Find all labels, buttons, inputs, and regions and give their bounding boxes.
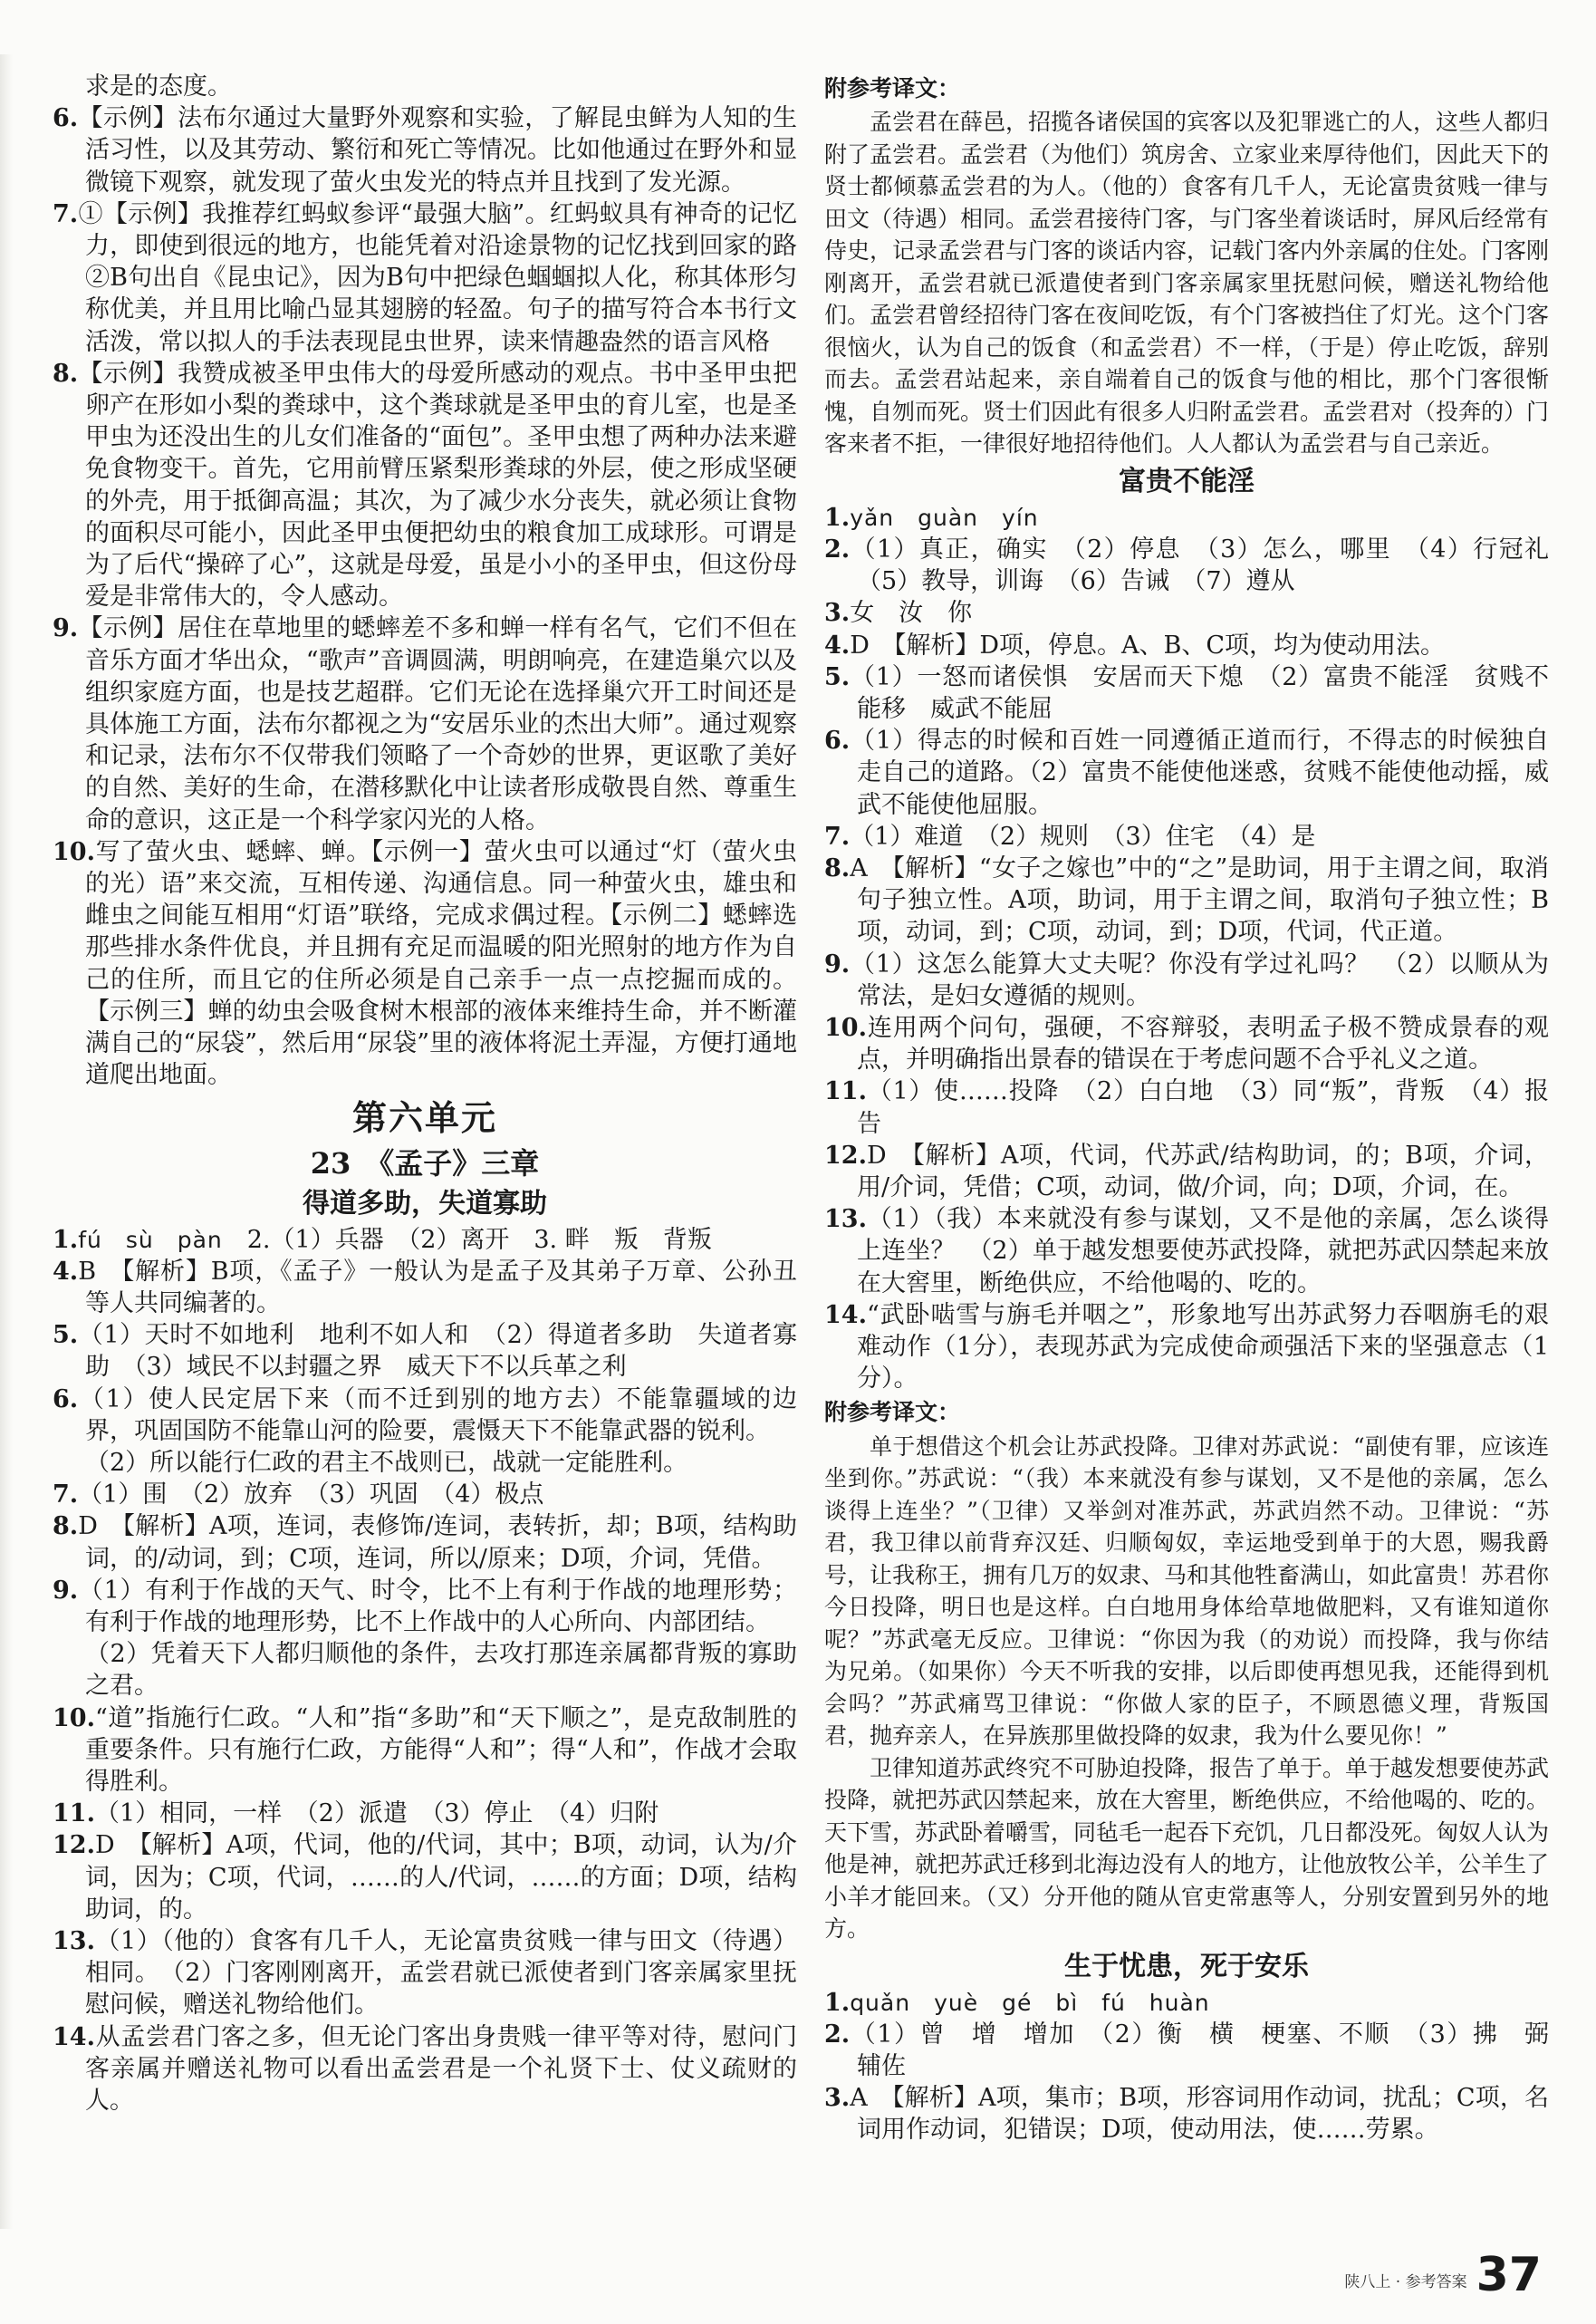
answer-item: [53, 102, 797, 198]
answer-item: [53, 612, 797, 835]
answer-text: （1）真正，确实 （2）停息 （3）怎么，哪里 （4）行冠礼 （5）教导，训诲 （6）告诫 （7）遵从: [850, 535, 1573, 596]
question-number: 1.: [53, 1225, 79, 1254]
answer-item: [824, 1012, 1549, 1075]
question-number: 6.: [824, 727, 851, 756]
answer-item: [53, 1702, 797, 1798]
answer-text: （1）天时不如地利 地利不如人和 （2）得道者多助 失道者寡助 （3）域民不以封疆之界 威天下不以兵革之利: [78, 1321, 797, 1382]
answer-item: [824, 630, 1549, 661]
pinyin-answer: yǎn guàn yín: [850, 504, 1039, 531]
question-number: 1.: [824, 1988, 851, 2017]
answer-text: 2.（1）兵器 （2）离开 3. 畔 叛 背叛: [222, 1225, 712, 1254]
page-number: 37: [1476, 2248, 1542, 2302]
answer-item: [53, 1638, 797, 1702]
question-number: 11.: [53, 1799, 95, 1828]
answer-text: 连用两个问句，强硬，不容辩驳，表明孟子极不赞成景春的观点，并明确指出景春的错误在于考虑问题不合乎礼义之道。: [857, 1013, 1549, 1075]
answer-text: （2）凭着天下人都归顺他的条件，去攻打那连亲属都背叛的寡助之君。: [85, 1640, 797, 1701]
section-heading: 富贵不能淫: [1119, 465, 1255, 497]
question-number: 13.: [824, 1205, 867, 1234]
answer-item: [53, 1224, 797, 1256]
answer-text: （2）所以能行仁政的君主不战则已，战就一定能胜利。: [85, 1448, 688, 1477]
page-footer: [1344, 2248, 1542, 2302]
answer-item: [53, 1510, 797, 1574]
answer-text: ①【示例】我推荐红蚂蚁参评“最强大脑”。红蚂蚁具有神奇的记忆力，即使到很远的地方，也能凭着对沿途景物的记忆找到回家的路 ②B句出自《昆虫记》，因为B句中把绿色蝈蝈拟人化，称其体形匀称优美，并且用比喻凸显其翅膀的轻盈。句子的描写符合本书行文活泼，常以拟人的手法表现昆虫世界，读来情趣盎然的语言风格: [78, 199, 797, 356]
answer-text: （1）曾 增 增加 （2）衡 横 梗塞、不顺 （3）拂 弼 辅佐: [850, 2020, 1573, 2080]
answer-item: [824, 1140, 1549, 1203]
answer-item: [824, 597, 1549, 629]
question-number: 1.: [824, 503, 851, 532]
answer-item: [53, 1447, 797, 1479]
answer-text: D 【解析】A项，连词，表修饰/连词，表转折，却；B项，结构助词，的/动词，到；C项，连词，所以/原来；D项，介词，凭借。: [78, 1512, 797, 1573]
question-number: 14.: [824, 1300, 867, 1329]
answer-text: 【示例】居住在草地里的蟋蟀差不多和蝉一样有名气，它们不但在音乐方面才华出众，“歌声”音调圆满，明朗响亮，在建造巢穴以及组织家庭方面，也是技艺超群。它们无论在选择巢穴开工时间还是具体施工方面，法布尔都视之为“安居乐业的杰出大师”。通过观察和记录，法布尔不仅带我们领略了一个奇妙的世界，更讴歌了美好的自然、美好的生命，在潜移默化中让读者形成敬畏自然、尊重生命的意识，这正是一个科学家闪光的人格。: [78, 614, 797, 834]
answer-item: [824, 1075, 1549, 1139]
answer-text: D 【解析】D项，停息。A、B、C项，均为使动用法。: [850, 631, 1445, 660]
pinyin-answer: fú sù pàn: [78, 1226, 223, 1253]
answer-item: [53, 2021, 797, 2117]
question-number: 6.: [53, 104, 79, 133]
answer-item: [53, 1319, 797, 1383]
answer-item: [824, 821, 1549, 853]
answer-text: 写了萤火虫、蟋蟀、蝉。【示例一】萤火虫可以通过“灯（萤火虫的光）语”来交流，互相传递、沟通信息。同一种萤火虫，雄虫和雌虫之间能互相用“灯语”联络，完成求偶过程。【示例二】蟋蟀选那些排水条件优良，并且拥有充足而温暖的阳光照射的地方作为自己的住所，而且它的住所必须是自己亲手一点一点挖掘而成的。【示例三】蝉的幼虫会吸食树木根部的液体来维持生命，并不断灌满自己的“尿袋”，然后用“尿袋”里的液体将泥土弄湿，方便打通地道爬出地面。: [85, 837, 797, 1090]
question-number: 8.: [824, 853, 851, 882]
section-heading: 生于忧患，死于安乐: [1064, 1950, 1309, 1982]
answer-item: [53, 1575, 797, 1638]
answer-item: [53, 1479, 797, 1510]
question-number: 12.: [53, 1831, 95, 1860]
question-number: 9.: [824, 950, 851, 979]
question-number: 13.: [53, 1926, 95, 1955]
answer-item: [824, 1299, 1549, 1395]
question-number: 14.: [53, 2022, 95, 2051]
answer-item: [824, 725, 1549, 821]
answer-item: [53, 1798, 797, 1829]
question-number: 9.: [53, 1576, 79, 1605]
answer-text: A 【解析】“女子之嫁也”中的“之”是助词，用于主谓之间，取消句子独立性。A项，助词，用于主谓之间，取消句子独立性；B项，动词，到；C项，动词，到；D项，代词，代正道。: [850, 853, 1549, 947]
question-number: 5.: [824, 662, 851, 691]
answer-text: （1）一怒而诸侯惧 安居而天下熄 （2）富贵不能淫 贫贱不能移 威武不能屈: [850, 662, 1549, 723]
answer-text: （1）得志的时候和百姓一同遵循正道而行，不得志的时候独自走自己的道路。（2）富贵不能使他迷惑，贫贱不能使他动摇，威武不能使他屈服。: [850, 727, 1549, 819]
translation-label: 附参考译文：: [824, 75, 961, 101]
answer-text: （1）有利于作战的天气、时令，比不上有利于作战的地理形势；有利于作战的地理形势，比不上作战中的人心所向、内部团结。: [78, 1576, 797, 1636]
translation-paragraph: 孟尝君在薛邑，招揽各诸侯国的宾客以及犯罪逃亡的人，这些人都归附了孟尝君。孟尝君（为他们）筑房舍、立家业来厚待他们，因此天下的贤士都倾慕孟尝君的为人。（他的）食客有几千人，无论富贵贫贱一律与田文（待遇）相同。孟尝君接待门客，与门客坐着谈话时，屏风后经常有侍史，记录孟尝君与门客的谈话内容，记载门客内外亲属的住处。门客刚刚离开，孟尝君就已派遣使者到门客亲属家里抚慰问候，赠送礼物给他们。孟尝君曾经招待门客在夜间吃饭，有个门客被挡住了灯光。这个门客很恼火，认为自己的饭食（和孟尝君）不一样，（于是）停止吃饭，辞别而去。孟尝君站起来，亲自端着自己的饭食与他的相比，那个门客很惭愧，自刎而死。贤士们因此有很多人归附孟尝君。孟尝君对（投奔的）门客来者不拒，一律很好地招待他们。人人都认为孟尝君与自己亲近。: [824, 109, 1550, 458]
answer-text: 求是的态度。: [85, 72, 232, 101]
answer-item: [53, 1829, 797, 1925]
answer-text: D 【解析】A项，代词，他的/代词，其中；B项，动词，认为/介词，因为；C项，代词，……的人/代词，……的方面；D项，结构助词，的。: [85, 1831, 797, 1924]
answer-text: （1）相同，一样 （2）派遣 （3）停止 （4）归附: [94, 1799, 659, 1828]
answer-text: 【示例】法布尔通过大量野外观察和实验，了解昆虫鲜为人知的生活习性，以及其劳动、繁衍和死亡等情况。比如他通过在野外和显微镜下观察，就发现了萤火虫发光的特点并且找到了发光源。: [78, 104, 797, 197]
question-number: 8.: [53, 1512, 79, 1541]
section-heading: 得道多助，失道寡助: [303, 1187, 547, 1220]
section-heading: 23 《孟子》三章: [310, 1145, 540, 1181]
answer-text: B 【解析】B项，《孟子》一般认为是孟子及其弟子万章、公孙丑等人共同编著的。: [78, 1257, 797, 1317]
question-number: 6.: [53, 1384, 79, 1413]
answer-text: “道”指施行仁政。“人和”指“多助”和“天下顺之”，是克敌制胜的重要条件。只有施行仁政，方能得“人和”；得“人和”，作战才会取得胜利。: [85, 1703, 797, 1796]
answer-item: [824, 949, 1549, 1012]
question-number: 7.: [824, 822, 851, 851]
question-number: 12.: [824, 1141, 867, 1170]
answer-item: [824, 1987, 1549, 2019]
question-number: 8.: [53, 359, 79, 388]
question-number: 7.: [53, 1480, 79, 1509]
question-number: 10.: [53, 837, 95, 866]
answer-item: [53, 1384, 797, 1447]
answer-item: [824, 502, 1549, 534]
answer-item: [824, 661, 1549, 725]
answer-item: [53, 71, 797, 102]
pinyin-answer: quǎn yuè gé bì fú huàn: [850, 1989, 1210, 2016]
question-number: 3.: [824, 2084, 851, 2113]
answer-text: （1）难道 （2）规则 （3）住宅 （4）是: [850, 822, 1316, 851]
answer-text: （1）使……投降 （2）白白地 （3）同“叛”，背叛 （4）报告: [857, 1077, 1549, 1138]
left-column: [53, 71, 797, 2117]
question-number: 7.: [53, 199, 79, 228]
answer-item: [824, 2082, 1549, 2146]
question-number: 11.: [824, 1077, 867, 1106]
answer-text: （1）使人民定居下来（而不迁到别的地方去）不能靠疆域的边界，巩固国防不能靠山河的险要，震慑天下不能靠武器的锐利。: [78, 1384, 797, 1445]
answer-text: 【示例】我赞成被圣甲虫伟大的母爱所感动的观点。书中圣甲虫把卵产在形如小梨的粪球中，这个粪球就是圣甲虫的育儿室，也是圣甲虫为还没出生的儿女们准备的“面包”。圣甲虫想了两种办法来避免食物变干。首先，它用前臂压紧梨形粪球的外层，使之形成坚硬的外壳，用于抵御高温；其次，为了减少水分丧失，就必须让食物的面积尽可能小，因此圣甲虫便把幼虫的粮食加工成球形。可谓是为了后代“操碎了心”，这就是母爱，虽是小小的圣甲虫，但这份母爱是非常伟大的，令人感动。: [78, 359, 797, 612]
answer-item: [824, 853, 1549, 949]
footer-label: 陕八上 · 参考答案: [1344, 2273, 1467, 2291]
answer-text: （1）（他的）食客有几千人，无论富贵贫贱一律与田文（待遇）相同。 （2）门客刚刚离开，孟尝君就已派使者到门客亲属家里抚慰问候，赠送礼物给他们。: [85, 1926, 797, 2020]
answer-text: （1）（我）本来就没有参与谋划，又不是他的亲属，怎么谈得上连坐？ （2）单于越发想要使苏武投降，就把苏武囚禁起来放在大窖里，断绝供应，不给他喝的、吃的。: [857, 1205, 1549, 1297]
answer-item: [53, 198, 797, 358]
question-number: 10.: [824, 1013, 867, 1042]
answer-text: “武卧啮雪与旃毛并咽之”，形象地写出苏武努力吞咽旃毛的艰难动作（1分），表现苏武为完成使命顽强活下来的坚强意志（1分）。: [857, 1300, 1549, 1393]
translation-paragraph: 卫律知道苏武终究不可胁迫投降，报告了单于。单于越发想要使苏武投降，就把苏武囚禁起来，放在大窖里，断绝供应，不给他喝的、吃的。天下雪，苏武卧着嚼雪，同毡毛一起吞下充饥，几日都没死。匈奴人认为他是神，就把苏武迁移到北海边没有人的地方，让他放牧公羊，公羊生了小羊才能回来。（又）分开他的随从官吏常惠等人，分别安置到另外的地方。: [824, 1754, 1550, 1943]
question-number: 9.: [53, 614, 79, 643]
answer-text: D 【解析】A项，代词，代苏武/结构助词，的；B项，介词，用/介词，凭借；C项，动词，做/介词，向；D项，介词，在。: [857, 1141, 1549, 1201]
question-number: 2.: [824, 2020, 851, 2049]
answer-item: [53, 1256, 797, 1319]
binding-edge-shadow: [0, 54, 13, 2229]
answer-text: 女 汝 你: [850, 599, 973, 628]
section-heading: 第六单元: [351, 1096, 497, 1138]
answer-item: [824, 2019, 1573, 2082]
answer-item: [824, 1203, 1549, 1299]
answer-text: 从孟尝君门客之多，但无论门客出身贵贱一律平等对待，慰问门客亲属并赠送礼物可以看出孟尝君是一个礼贤下士、仗义疏财的人。: [85, 2022, 797, 2115]
question-number: 2.: [824, 535, 851, 564]
answer-text: （1）围 （2）放弃 （3）巩固 （4）极点: [78, 1480, 544, 1509]
translation-label: 附参考译文：: [824, 1399, 961, 1426]
question-number: 4.: [53, 1257, 79, 1286]
answer-item: [53, 1925, 797, 2021]
question-number: 5.: [53, 1321, 79, 1350]
answer-item: [53, 836, 797, 1092]
right-column: [824, 71, 1573, 2146]
question-number: 10.: [53, 1703, 95, 1732]
answer-text: A 【解析】A项，集市；B项，形容词用作动词，扰乱；C项，名词用作动词，犯错误；D项，使动用法，使……劳累。: [850, 2084, 1549, 2145]
question-number: 4.: [824, 631, 851, 660]
answer-text: （1）这怎么能算大丈夫呢？你没有学过礼吗？ （2）以顺从为常法，是妇女遵循的规则。: [850, 950, 1549, 1010]
answer-item: [824, 534, 1573, 597]
answer-item: [53, 358, 797, 613]
question-number: 3.: [824, 599, 851, 628]
translation-paragraph: 单于想借这个机会让苏武投降。卫律对苏武说：“副使有罪，应该连坐到你。”苏武说：“（我）本来就没有参与谋划，又不是他的亲属，怎么谈得上连坐？”（卫律）又举剑对准苏武，苏武岿然不动。卫律说：“苏君，我卫律以前背弃汉廷、归顺匈奴，幸运地受到单于的大恩，赐我爵号，让我称王，拥有几万的奴隶、马和其他牲畜满山，如此富贵！苏君你今日投降，明日也是这样。白白地用身体给草地做肥料，又有谁知道你呢？”苏武毫无反应。卫律说：“你因为我（的劝说）而投降，我与你结为兄弟。（如果你）今天不听我的安排，以后即使再想见我，还能得到机会吗？”苏武痛骂卫律说：“你做人家的臣子，不顾恩德义理，背叛国君，抛弃亲人，在异族那里做投降的奴隶，我为什么要见你！”: [824, 1432, 1550, 1750]
